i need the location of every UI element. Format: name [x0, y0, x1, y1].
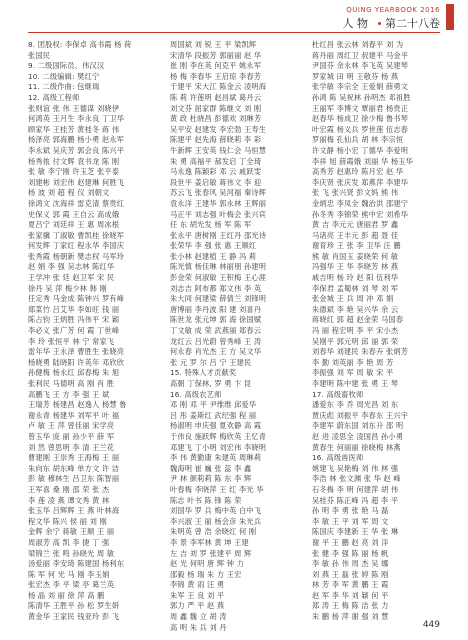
list-line: 谢永青 杨建华 刘军平 叶 福: [28, 410, 120, 420]
list-line: 蒋晓红 郭 超 赵金荣 马国春: [312, 315, 404, 325]
list-line: 马正平 刘志强 叶梅会 张兴宾: [170, 209, 267, 219]
list-line: 李 伟 黄勤康 朱建英 周琳莉: [170, 453, 262, 463]
list-line: 张 元 罗 尔 吕 宁 王建民: [170, 357, 252, 367]
list-line: 李 玲 张恒平 林 宁 常家飞: [28, 336, 115, 346]
list-line: 雷年华 王永泽 曹胜生 张晓亮: [28, 347, 125, 357]
list-line: 16. 高级农艺师: [170, 389, 222, 399]
list-line: 赵春华 杨成卫 徐少梅 鲁书琴: [312, 114, 409, 124]
header-section: 人 物: [342, 17, 368, 30]
list-line: 孙 明 李 勇 张 艳 马 磊: [312, 506, 389, 516]
list-line: 高朝 丁保林, 罗 勇 卞 昆: [170, 379, 252, 388]
list-line: 陈 莉 许莲明 赵昌斌 葛丹云: [170, 92, 262, 102]
header-part: 第二十八卷: [385, 17, 440, 30]
list-line: 牛新辉 王安英 钱仁会 马恒慧: [170, 145, 267, 155]
list-line: 潘爱东 李 乔 周光昌 刘 东: [312, 400, 399, 410]
list-line: 高秀芳 赵惠玲 陈月宏 赵 华: [312, 167, 404, 177]
list-line: 罗丽梅 孔仙兵 胡 林 李宗恒: [312, 135, 404, 145]
list-line: 9. 二级国际员、伟汉汉: [28, 61, 105, 71]
list-line: 李 敏 孙 伟 周 杰 吴 娜: [312, 559, 389, 569]
list-line: 石冬梅 李 明 何建萍 胡 伟: [312, 484, 399, 494]
list-line: 刘国华 罗 兵 梅中英 白中飞: [170, 506, 262, 516]
list-line: 杨淑明 申庆强 夏欢静 高 霞: [170, 421, 262, 431]
list-line: 苏云飞 张春风 吴河福 秦诗辉: [170, 188, 267, 198]
list-line: 张 敏 李宁刚 许玉芝 张平泰: [28, 167, 120, 177]
list-line: 朱军 王 良 刘 平: [170, 590, 225, 600]
list-line: 李祥 旭 薛霞娥 刘丽 华 杨玉华: [312, 156, 414, 166]
list-line: 谢育珍 王 张 李 卫华 汪 鹏: [312, 241, 401, 251]
list-line: 陈占钧 王炳胜 冯伟平 宋 颖: [28, 315, 120, 325]
list-line: 李保君 孟蜀林 刘 琴 刘 军: [312, 283, 399, 293]
list-line: 段世平 姜启敏 蒋伟文 李 迎: [170, 177, 262, 187]
list-line: 赵 进 凌思全 凌国昌 孙小勇: [312, 431, 404, 441]
list-line: 杨 波 刘 超 程 仪 刘朝文: [28, 188, 110, 198]
list-line: 张小林 赵建植 王 静 冯 莉: [170, 251, 257, 261]
list-line: 袁永洋 王建华 郭永林 王辉丽: [170, 198, 267, 208]
list-line: 张 飞 张兴贤 彭文妈 熊 伟: [312, 188, 399, 198]
list-line: 黄金华 王家民 钱亚玲 彭 飞: [28, 612, 120, 622]
list-line: 杜红昌 张云林 刘春平 刘 为: [312, 40, 404, 49]
list-line: 王丽军 李博文 覃丽君 杨贵正: [312, 103, 409, 113]
page-number: 449: [422, 620, 440, 630]
list-line: 李 莲 凌 燕 谭文秀 黄 林: [28, 495, 110, 505]
list-line: 李建军 蔚东国 刘东升 邵 明: [312, 421, 404, 431]
list-line: 何鸿英 王月生 李永良 丁卫华: [28, 114, 125, 124]
list-line: 叶春梅 李晓萍 王 红 李光 华: [170, 484, 264, 494]
header-english-title: QUING YEARBOOK 2016: [346, 6, 440, 14]
list-line: 冯 丽 程宏明 李 平 宋小杰: [312, 326, 399, 336]
list-line: 赵 军 李 华 刘 颖 何 平: [312, 590, 389, 600]
list-line: 夏吕宁 刘廷祥 王 惠 周冰根: [28, 220, 120, 230]
list-line: 高 明 朱 兵 刘 丹: [170, 622, 227, 632]
list-line: 朱大同 何建梁 薛倩兰 刘锋明: [170, 294, 267, 304]
header-rule: [28, 32, 440, 33]
list-line: 孙冬秀 李锦荣 熊中宏 刘希华: [312, 209, 409, 219]
list-line: 于建平 宋大江 陈金云 凌明海: [170, 82, 267, 92]
list-line: 陈世龙 张元坤 郭 海 徐国赋: [170, 315, 262, 325]
list-line: 朱 鹏 杨 萍 谢 强 刘 慧: [312, 612, 389, 622]
list-line: 曹建刚 王崇秀 王海梅 王 丽: [28, 453, 120, 463]
list-line: 李锦 黄 雨 汪 勇: [170, 580, 225, 590]
list-line: 左 吉 刘 罗 张建平 周 辉: [170, 548, 252, 558]
list-line: 朱德斌 李 艳 吴兴华 余 云: [312, 304, 399, 314]
list-line: 张秀霞 杨朝新 樊志权 马军玲: [28, 251, 125, 261]
list-line: 17. 高级畜牧师: [312, 389, 364, 399]
column-2: [170, 40, 298, 633]
list-line: 谢 平 王 鹏 赵 亮 刘 洋: [312, 537, 389, 547]
list-line: 张利民 马德明 高 刚 肖 胜: [28, 379, 115, 388]
list-line: 张国民: [28, 50, 51, 60]
list-line: 张玉华 吕辉辉 王 燕 叶林海: [28, 506, 120, 516]
list-line: 邵毅 杨 瑞 朱 方 王宏: [170, 569, 242, 579]
list-line: 陈国庆 李建新 王 华 张 琳: [312, 527, 399, 537]
page-header: [0, 0, 468, 36]
list-line: 12. 高级工程师: [28, 92, 80, 102]
list-line: 朱向东 胡东峰 单方文 许 洁: [28, 463, 120, 473]
list-line: 王瑞芳 杨建昌 赵逸人 杨慧 鲁: [28, 400, 127, 410]
column-3: [312, 40, 440, 633]
list-line: 刘 燕 王 磊 张 婷 陈 刚: [312, 569, 389, 579]
list-line: 张金城 王 兵 周 冲 邓 娟: [312, 294, 394, 304]
list-line: 彭 敏 穆林生 吕卫东 陈智丽: [28, 474, 120, 484]
list-line: 刘建彬 刘宏伟 赵建琳 何胜飞: [28, 177, 125, 187]
list-line: 张宏杰 李 平 梁 亭 葛兰英: [28, 580, 115, 590]
list-line: 尹 林 颜莉莉 陈 东 李 辉: [170, 474, 252, 484]
list-line: 陈 军 何 光 马 刚 李玉娟: [28, 569, 110, 579]
list-line: 黄 政 杜晓昌 彭德欢 刘琳芳: [170, 114, 262, 124]
list-line: 陈光慎 杨佳琳 林丽朋 孙建明: [170, 262, 267, 272]
list-line: 张永平 唐树刚 王红丹 邵光诗: [170, 230, 267, 240]
list-line: 邓 刚 邓 平 尹维维 邱爱华: [170, 400, 257, 410]
list-line: 彭金荣 何淑敏 王积梅 王心涯: [170, 273, 267, 283]
list-line: 何永春 肖光杰 王 方 吴文华: [170, 347, 262, 357]
list-line: 丁文敏 成 荣 武燕丽 郑春云: [170, 326, 262, 336]
list-line: 孙健梅 杨永红 邱春梅 朱 旭: [28, 368, 120, 378]
list-line: 林 芳 李 军 黄 鹏 王 霞: [312, 580, 389, 590]
list-line: 陈清华 王胜平 孙 松 罗生妍: [28, 601, 120, 611]
list-line: 熊 敏 肖国玉 姜晓荣 何 敏: [312, 251, 399, 261]
list-line: 唐博丽 李丹波 阳 建 刘喜丹: [170, 304, 262, 314]
list-line: 张 健 李 强 陈 丽 杨 帆: [312, 548, 389, 558]
list-line: 史保义 郭 霞 王自云 高成娥: [28, 209, 120, 219]
list-line: 张学敏 李宗全 王爱娟 薛勇文: [312, 82, 409, 92]
list-line: 贾庆彪 刘振平 李春东 王兴宇: [312, 410, 409, 420]
list-line: 陈志 叶书 陈 锋 陈 荣: [170, 495, 242, 505]
list-line: 顾家华 王桂芳 黄桂冬 蒋 伟: [28, 124, 120, 134]
list-line: 金辉 余宁 蒋敏 王顺 王 丽: [28, 527, 115, 537]
list-line: 黄 吉 李元元 唐丽君 罗 鑫: [312, 220, 399, 230]
list-line: 徐丹 吴 萍 梅少林 韩 刚: [28, 283, 107, 293]
list-line: 程文华 陈兴 侯 丽 刘 刚: [28, 516, 107, 526]
list-line: 李 景 李军林 黄 坤 王建: [170, 537, 249, 547]
list-line: 15. 特殊人才贡献奖: [170, 368, 237, 378]
list-line: 马永逸 陈颖彩 邓 云 戚跃雯: [170, 167, 262, 177]
list-line: 16. 高级兽医师: [312, 453, 364, 463]
column-1: [28, 40, 156, 633]
list-line: 孙鸿 陈 吴祝林 孙明杰 邓祖胜: [312, 92, 411, 102]
list-line: 吴刚平 郭元明 邱 丽 郭 荣: [312, 336, 399, 346]
list-line: 李兴淑 王 丽 杨会彦 朱光兵: [170, 516, 262, 526]
list-line: 李建明 陈中建 张 勇 王 琴: [312, 379, 399, 388]
list-line: 陈建平 赵先海 薛晓莉 李 彩: [170, 135, 262, 145]
list-line: 王军喜 桑 刚 邵 荣 张 杰: [28, 484, 110, 494]
list-line: 崔 刚 李在英 何克平 姚永军: [170, 61, 262, 71]
header-tab-marker: [446, 4, 454, 30]
list-line: 赵 娟 李 强 吴志林 陈红华: [28, 262, 115, 272]
list-line: 李浩 林 张文渊 张 华 赵 峰: [312, 474, 401, 484]
list-line: 8. 团股权: 李保卓 高书霞 杨 荷: [28, 40, 132, 49]
list-line: 罗家城 田 明 王敬芬 杨 燕: [312, 71, 399, 81]
list-line: 李必义 张广芳 何 霞 丁世峰: [28, 326, 120, 336]
list-line: 何发辉 丁家红 程永华 李国庆: [28, 241, 125, 251]
list-line: 朱 勇 高福平 郝发启 丁全琦: [170, 156, 262, 166]
header-chinese-title: [343, 15, 441, 31]
list-line: 杨秀侬 付文辉 袁书龙 陈 刚: [28, 156, 120, 166]
list-line: 11. 二级作曲: 包继瑞: [28, 82, 100, 92]
list-line: 姚建飞 吴艳梅 刘 伟 林 强: [312, 463, 399, 473]
list-line: 王学冲 张 廷 赵卫军 宋 民: [28, 273, 115, 283]
list-line: 黄春生 何丽丽 徐晓梅 林燕: [312, 442, 401, 452]
list-line: 刘 然 曾思明 李 清 王兰花: [28, 442, 115, 452]
list-line: 朱明英 曾 浩 余晓红 何 刚: [170, 527, 257, 537]
list-line: 金炳忠 李凤全 魏治洪 邵建宁: [312, 198, 409, 208]
list-line: 杨晓勇 陆晓阳 许英年 邓欣欣: [28, 357, 125, 367]
list-line: 吴桂芬 陈正峰 冯 超 李 平: [312, 495, 399, 505]
list-line: 邓建飞 丁小明 刘宏伟 李晓明: [170, 442, 267, 452]
list-line: 李 勤 刘英丽 李 艳 周 芳: [312, 357, 394, 367]
list-line: 吴平安 赵建发 李宏勃 王寿生: [170, 124, 267, 134]
list-line: 张家骥 丁淑敏 曹凯桂 徐晓军: [28, 230, 125, 240]
list-line: 吕 彤 姜斯红 武纪强 程 丽: [170, 410, 257, 420]
list-line: 戚吉明 杨 玲 赵 阳 伍利华: [312, 273, 399, 283]
list-line: 10. 二级编辑: 樊红宁: [28, 71, 100, 81]
list-line: 周国斌 刘 锐 王 平 梁凯辉: [170, 40, 257, 49]
list-line: 刘春华 刘建民 朱春卉 张炳芳: [312, 347, 409, 357]
list-line: 高鹏飞 王 方 李 强 王 斌: [28, 389, 110, 399]
list-line: 叶宏霞 杨义兵 罗世莲 伍志春: [312, 124, 409, 134]
list-line: 周 鑫 魏 立 胡 涛: [170, 612, 227, 622]
list-line: 李庆贤 张庆发 郑燕萍 李建华: [312, 177, 409, 187]
list-line: 郭力 严 平 赵 燕: [170, 601, 225, 611]
list-line: 尹国芬 余永林 李飞英 吴建琴: [312, 61, 409, 71]
header-dot-icon: [378, 22, 381, 25]
list-line: 冯强华 王 华 李晓芳 林 燕: [312, 262, 399, 272]
list-line: 蒋丹丽 周红卫 叔建平 马金平: [312, 50, 409, 60]
list-line: 刘志吉 阿布都 郑文伟 李 英: [170, 283, 262, 293]
list-line: 马诸亮 王丰元 彭 超 聂 佳: [312, 230, 399, 240]
list-line: 卢 敏 王 萍 曾佳丽 宋学亮: [28, 421, 115, 431]
list-line: 李 敏 王 平 刘 军 周 文: [312, 516, 389, 526]
list-line: 张则谊 张 伟 王德谋 刘晓伊: [28, 103, 120, 113]
list-line: 任 东 胡光发 杨 军 陈 军: [170, 220, 252, 230]
list-line: 李振强 刘 军 周 敏 宋 平: [312, 368, 394, 378]
list-line: 魏海明 崔 巍 张 蕊 李 鑫: [170, 463, 252, 473]
list-line: 周淑芳 高 凯 李 捷 丁 强: [28, 537, 110, 547]
list-line: 杨 梅 李春华 王启琼 李春芳: [170, 71, 262, 81]
list-line: 宋清华 段振芳 郭丽丽 赵 华: [170, 50, 262, 60]
list-line: 梁锦兰 张 鸣 孙晓光 周 敏: [28, 548, 115, 558]
list-line: 郑 涛 王 梅 陈 洁 张 力: [312, 601, 389, 611]
list-line: 于伟良 施跃辉 梅欣英 王忆青: [170, 431, 267, 441]
list-line: 李永斌 吴庆芳 郭会良 陈兴平: [28, 145, 125, 155]
list-line: 杨泽亮 郭海鹏 杨小勇 赵永军: [28, 135, 125, 145]
list-line: 张荣华 李 强 张 惠 王顺红: [170, 241, 257, 251]
list-line: 赵 光 何明 唐 辉 钟 力: [170, 559, 245, 569]
list-line: 任定秀 马金成 陈钟兴 罗有峰: [28, 294, 125, 304]
list-line: 郑菜竹 吕艾华 李如旺 钱 丽: [28, 304, 120, 314]
list-line: 许文静 杨小宏 丁德华 李爱明: [312, 145, 409, 155]
list-line: 龙红云 吕光蔚 曾秀峰 王 涛: [170, 336, 262, 346]
list-line: 杨 晶 刘 丽 徐 萍 高 鹏: [28, 590, 105, 600]
list-line: 曾玉华 庞 丽 孙少平 薛 军: [28, 431, 115, 441]
list-line: 汤爱丽 李安琦 陈建国 杨利东: [28, 559, 125, 569]
list-line: 刘文芬 屈家群 陈继文 刘 刚: [170, 103, 262, 113]
list-line: 徐鸿文 沈海祥 雷克清 蔡贵红: [28, 198, 125, 208]
